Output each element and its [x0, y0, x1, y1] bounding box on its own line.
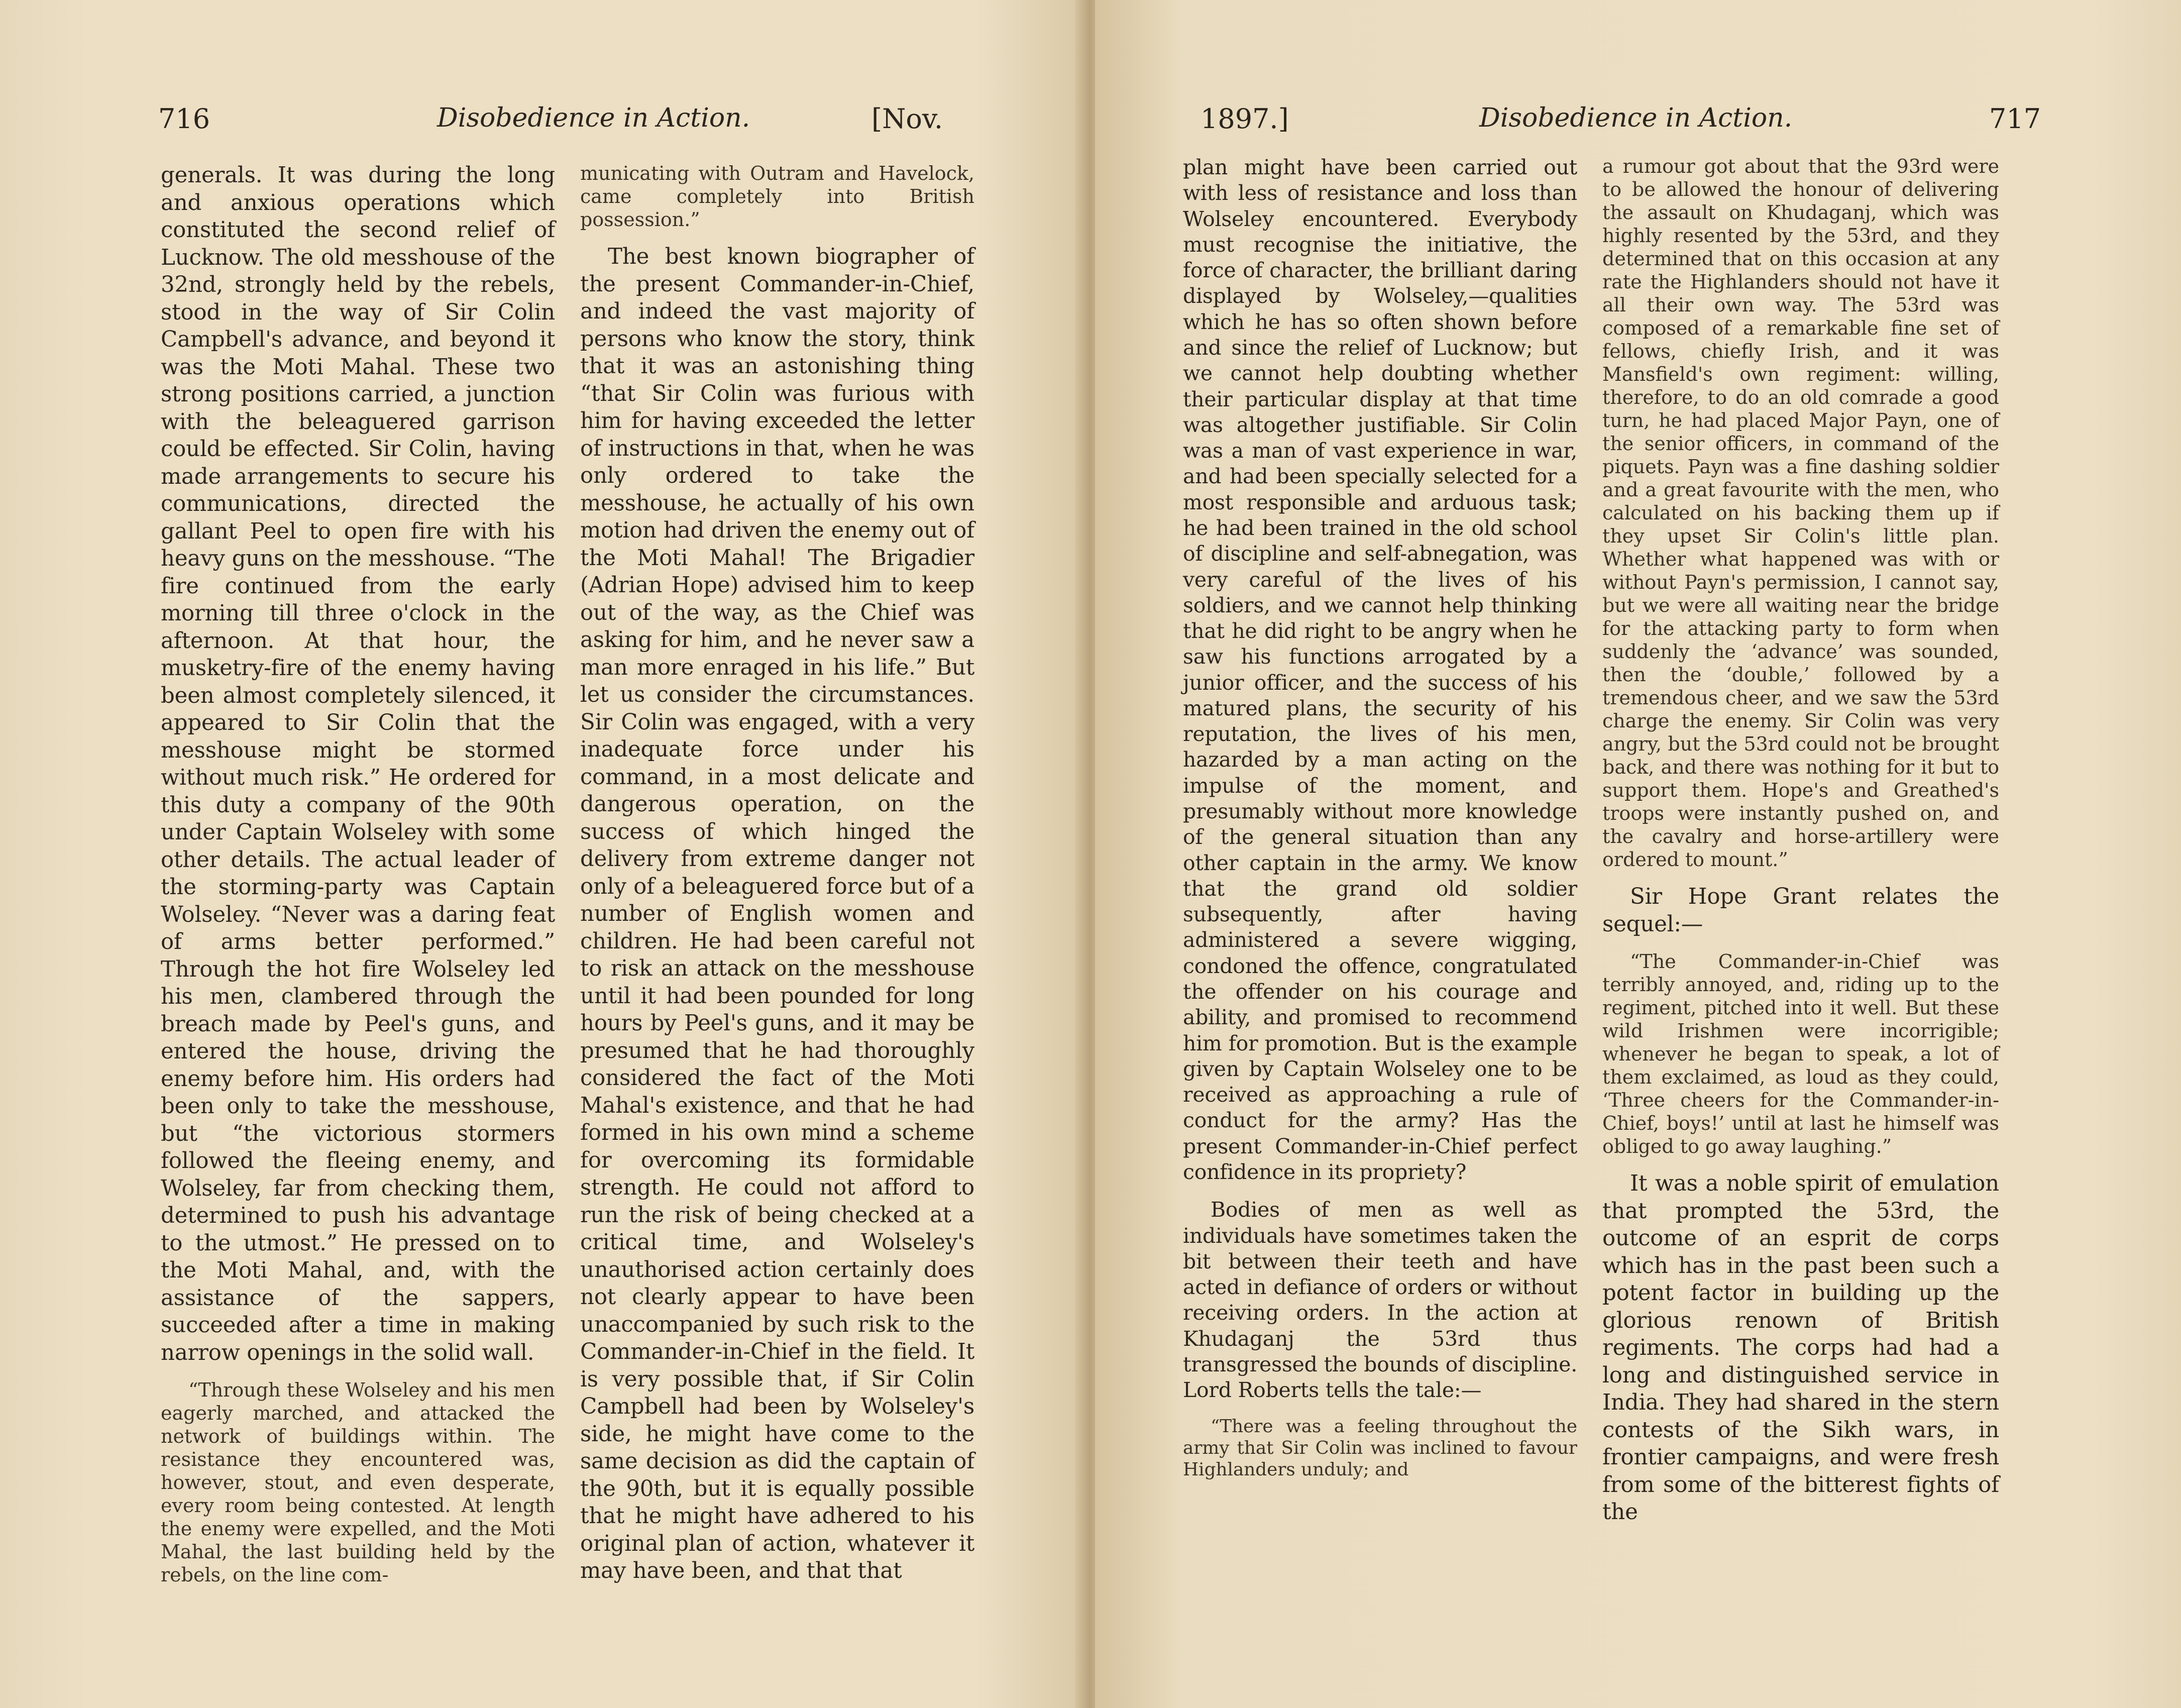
paragraph: plan might have been carried out with less of resistance and loss than Wolseley encountered. Everybody must recognise the initiative, the force of character, the brilliant daring displayed by Wolseley,—qualities which he has so often shown before and since the relief of Lucknow; but we cannot help doubting whether their particular display at that time was altogether justifiable. Sir Colin was a man of vast experience in war, and had been specially selected for a most responsible and arduous task; he had been trained in the old school of discipline and self-abnegation, was very careful of the lives of his soldiers, and we cannot help thinking that he did right to be angry when he saw his functions arrogated by a junior officer, and the success of his matured plans, the security of his reputation, the lives of his men, hazarded by a man acting on the impulse of the moment, and presumably without more knowledge of the general situation than any other captain in the army. We know that the grand old soldier subsequently, after having administered a severe wigging, condoned the offence, congratulated the offender on his courage and ability, and promised to recommend him for promotion. But is the example given by Captain Wolseley one to be received as approaching a rule of conduct for the army? Has the present Commander-in-Chief perfect confidence in its propriety?	[1183, 155, 1577, 1184]
date-mark: 1897.]	[1201, 103, 1289, 135]
paragraph: Sir Hope Grant relates the sequel:—	[1602, 884, 1999, 937]
block-quote: “There was a feeling throughout the army that Sir Colin was inclined to favour Highlanders unduly; and	[1183, 1416, 1577, 1480]
block-quote: a rumour got about that the 93rd were to be allowed the honour of delivering the assault on Khudaganj, which was highly resented by the 53rd, and they determined that on this occasion at any rate the Highlanders should not have it all their own way. The 53rd was composed of a remarkable fine set of fellows, chiefly Irish, and it was Mansfield's own regiment: willing, therefore, to do an old comrade a good turn, he had placed Major Payn, one of the senior officers, in command of the piquets. Payn was a fine dashing soldier and a great favourite with the men, who calculated on his backing them up if they upset Sir Colin's little plan. Whether what happened was with or without Payn's permission, I cannot say, but we were all waiting near the bridge for the attacking party to form when suddenly the ‘advance’ was sounded, then the ‘double,’ followed by a tremendous cheer, and we saw the 53rd charge the enemy. Sir Colin was very angry, but the 53rd could not be brought back, and there was nothing for it but to support them. Hope's and Greathed's troops were instantly pushed on, and the cavalry and horse-artillery were ordered to mount.”	[1602, 155, 1999, 871]
left-page	[0, 0, 1085, 1708]
paragraph: The best known biographer of the present Commander-in-Chief, and indeed the vast majority of persons who know the story, think that it was an astonishing thing “that Sir Colin was furious with him for having exceeded the letter of instructions in that, when he was only ordered to take the messhouse, he actually of his own motion had driven the enemy out of the Moti Mahal! The Brigadier (Adrian Hope) advised him to keep out of the way, as the Chief was asking for him, and he never saw a man more enraged in his life.” But let us consider the circumstances. Sir Colin was engaged, with a very inadequate force under his command, in a most delicate and dangerous operation, on the success of which hinged the delivery from extreme danger not only of a beleaguered force but of a number of English women and children. He had been careful not to risk an attack on the messhouse until it had been pounded for long hours by Peel's guns, and it may be presumed that he had thoroughly considered the fact of the Moti Mahal's existence, and that he had formed in his own mind a scheme for overcoming its formidable strength. He could not afford to run the risk of being checked at a critical time, and Wolseley's unauthorised action certainly does not clearly appear to have been unaccompanied by such risk to the Commander-in-Chief in the field. It is very possible that, if Sir Colin Campbell had been by Wolseley's side, he might have come to the same decision as did the captain of the 90th, but it is equally possible that he might have adhered to his original plan of action, whatever it may have been, and that that	[580, 244, 974, 1583]
block-quote: “Through these Wolseley and his men eagerly marched, and attacked the network of buildings within. The resistance they encountered was, however, stout, and even desperate, every room being contested. At length the enemy were expelled, and the Moti Mahal, the last building held by the rebels, on the line com-	[161, 1379, 555, 1586]
left-column-1	[161, 162, 555, 1598]
right-page	[1095, 0, 2181, 1708]
paragraph: Bodies of men as well as individuals have sometimes taken the bit between their teeth and have acted in defiance of orders or without receiving orders. In the action at Khudaganj the 53rd thus transgressed the bounds of discipline. Lord Roberts tells the tale:—	[1183, 1198, 1577, 1403]
running-title: Disobedience in Action.	[1479, 103, 1793, 133]
left-page-header	[0, 103, 1085, 143]
block-quote: “The Commander-in-Chief was terribly annoyed, and, riding up to the regiment, pitched into it well. But these wild Irishmen were incorrigible; whenever he began to speak, a lot of them exclaimed, as loud as they could, ‘Three cheers for the Commander-in-Chief, boys!’ until at last he himself was obliged to go away laughing.”	[1602, 950, 1999, 1157]
paragraph: generals. It was during the long and anxious operations which constituted the second relief of Lucknow. The old messhouse of the 32nd, strongly held by the rebels, stood in the way of Sir Colin Campbell's advance, and beyond it was the Moti Mahal. These two strong positions carried, a junction with the beleaguered garrison could be effected. Sir Colin, having made arrangements to secure his communications, directed the gallant Peel to open fire with his heavy guns on the messhouse. “The fire continued from the early morning till three o'clock in the afternoon. At that hour, the musketry-fire of the enemy having been almost completely silenced, it appeared to Sir Colin that the messhouse might be stormed without much risk.” He ordered for this duty a company of the 90th under Captain Wolseley with some other details. The actual leader of the storming-party was Captain Wolseley. “Never was a daring feat of arms better performed.” Through the hot fire Wolseley led his men, clambered through the breach made by Peel's guns, and entered the house, driving the enemy before him. His orders had been only to take the messhouse, but “the victorious stormers followed the fleeing enemy, and Wolseley, far from checking them, determined to push his advantage to the utmost.” He pressed on to the Moti Mahal, and, with the assistance of the sappers, succeeded after a time in making narrow openings in the solid wall.	[161, 163, 555, 1365]
right-column-1	[1183, 155, 1577, 1492]
page-number: 716	[158, 103, 210, 135]
date-mark: [Nov.	[871, 103, 943, 135]
left-column-2	[580, 162, 974, 1597]
block-quote: municating with Outram and Havelock, came completely into British possession.”	[580, 162, 974, 231]
paragraph: It was a noble spirit of emulation that prompted the 53rd, the outcome of an esprit de corps which has in the past been such a potent factor in building up the glorious renown of British regiments. The corps had had a long and distinguished service in India. They had shared in the stern contests of the Sikh wars, in frontier campaigns, and were fresh from some of the bitterest fights of the	[1602, 1171, 1999, 1525]
running-title: Disobedience in Action.	[437, 103, 750, 133]
page-number: 717	[1989, 103, 2041, 135]
right-column-2	[1602, 155, 1999, 1538]
right-page-header	[1095, 103, 2181, 143]
